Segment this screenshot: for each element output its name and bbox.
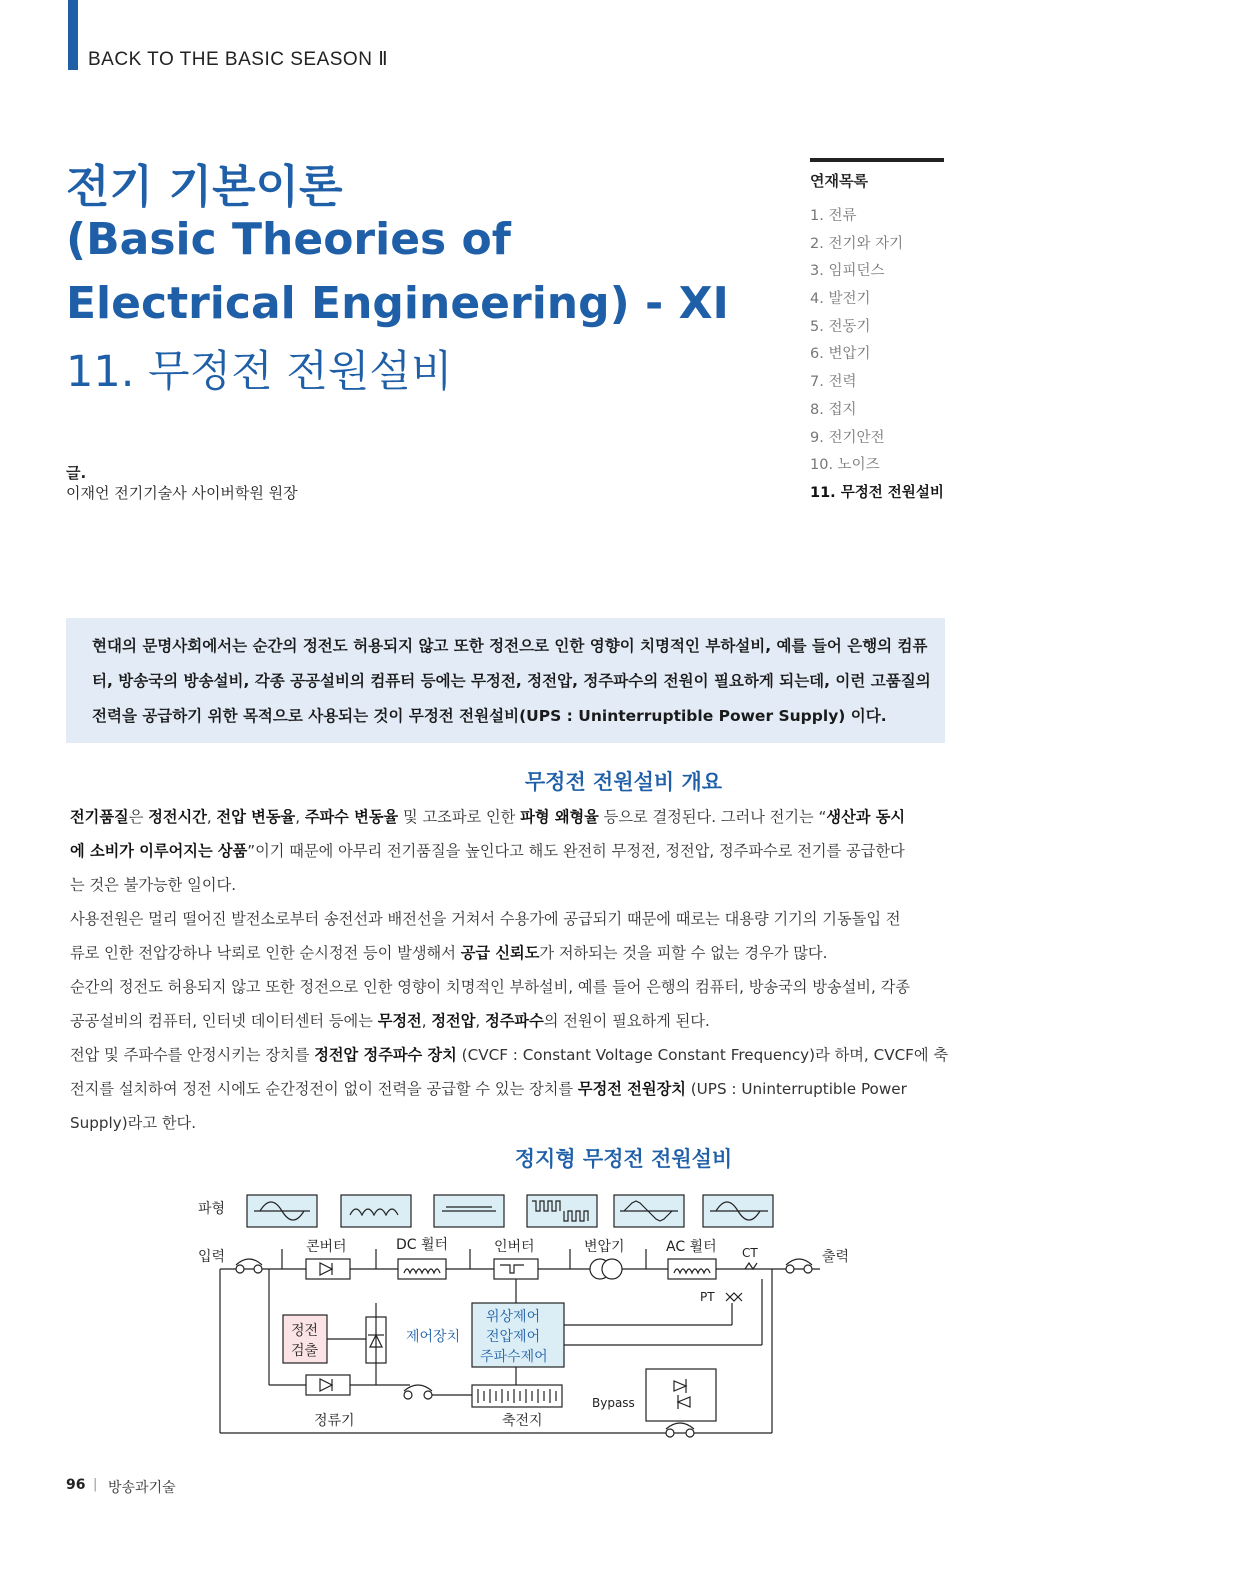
summary-box [66,618,945,743]
body-text-line: 사용전원은 멀리 떨어진 발전소로부터 송전선과 배전선을 거쳐서 수용가에 공급되기 때문에 때로는 대용량 기기의 기동돌입 전 [70,910,901,928]
label-input: 입력 [198,1249,226,1265]
page-number: 96 [66,1477,86,1493]
label-battery: 축전지 [502,1413,543,1429]
body-text-line: 전지를 설치하여 정전 시에도 순간정전이 없이 전력을 공급할 수 있는 장치를 무정전 전원장치 (UPS : Uninterruptible Power [70,1080,907,1098]
toc-item[interactable]: 4. 발전기 [810,291,871,308]
article-subtitle: 11. 무정전 전원설비 [66,347,453,397]
ups-block-diagram [180,1185,870,1445]
label-dc-filter: DC 휠터 [396,1237,449,1253]
toc-item[interactable]: 5. 전동기 [810,318,871,335]
toc-item[interactable]: 7. 전력 [810,374,857,391]
article-title-english-line2: Electrical Engineering) - XI [66,278,729,329]
label-pt: PT [700,1290,715,1304]
section-heading-overview: 무정전 전원설비 개요 [524,770,723,794]
toc-item[interactable]: 6. 변압기 [810,346,871,363]
toc-item[interactable]: 10. 노이즈 [810,457,880,474]
article-title-english-line1: (Basic Theories of [66,214,511,265]
label-bypass: Bypass [592,1396,635,1410]
label-voltage-control: 전압제어 [486,1329,541,1345]
series-toc [810,158,944,508]
label-converter: 콘버터 [306,1239,347,1255]
label-control-unit: 제어장치 [406,1329,461,1345]
label-output: 출력 [822,1249,850,1265]
magazine-name: 방송과기술 [108,1480,176,1496]
label-phase-control: 위상제어 [486,1309,541,1325]
toc-item[interactable]: 3. 임피던스 [810,263,885,280]
body-text-line: 전압 및 주파수를 안정시키는 장치를 정전압 정주파수 장치 (CVCF : Constant Voltage Constant Frequency)라 하며, CVCF에 축 [70,1046,949,1064]
toc-rule [810,158,944,162]
body-text-line: Supply)라고 한다. [70,1114,197,1132]
footer-separator: | [93,1477,98,1492]
label-detect-top: 정전 [291,1323,319,1339]
author-name: 이재언 전기기술사 사이버학원 원장 [66,484,298,502]
label-rectifier: 정류기 [314,1413,355,1429]
label-frequency-control: 주파수제어 [480,1349,548,1365]
label-ac-filter: AC 휠터 [666,1239,717,1255]
header-accent-bar [68,0,78,70]
body-text-line: 는 것은 불가능한 일이다. [70,876,237,894]
label-transformer: 변압기 [584,1239,625,1255]
body-text-line: 공공설비의 컴퓨터, 인터넷 데이터센터 등에는 무정전, 정전압, 정주파수의 전원이 필요하게 된다. [70,1012,710,1030]
label-waveform: 파형 [198,1201,226,1217]
toc-item-current[interactable]: 11. 무정전 전원설비 [810,484,944,501]
toc-item[interactable]: 1. 전류 [810,208,857,224]
toc-item[interactable]: 9. 전기안전 [810,429,885,446]
section-heading-static-ups: 정지형 무정전 전원설비 [514,1147,733,1171]
body-text-line: 전기품질은 정전시간, 전압 변동율, 주파수 변동율 및 고조파로 인한 파형 왜형율 등으로 결정된다. 그러나 전기는 “생산과 동시 [70,808,906,826]
toc-title: 연재목록 [810,172,868,190]
article-title-korean: 전기 기본이론 [66,160,343,213]
summary-line: 전력을 공급하기 위한 목적으로 사용되는 것이 무정전 전원설비(UPS : Uninterruptible Power Supply) 이다. [92,707,887,725]
summary-line: 터, 방송국의 방송설비, 각종 공공설비의 컴퓨터 등에는 무정전, 정전압, 정주파수의 전원이 필요하게 되는데, 이런 고품질의 [92,672,931,690]
author-label: 글. [66,464,87,482]
label-inverter: 인버터 [494,1239,535,1255]
series-label: BACK TO THE BASIC SEASON Ⅱ [88,49,389,70]
summary-line: 현대의 문명사회에서는 순간의 정전도 허용되지 않고 또한 정전으로 인한 영향이 치명적인 부하설비, 예를 들어 은행의 컴퓨 [92,637,928,655]
label-detect-bottom: 검출 [291,1343,319,1359]
body-text-line: 에 소비가 이루어지는 상품”이기 때문에 아무리 전기품질을 높인다고 해도 완전히 무정전, 정전압, 정주파수로 전기를 공급한다 [70,842,905,860]
body-text-line: 순간의 정전도 허용되지 않고 또한 정전으로 인한 영향이 치명적인 부하설비, 예를 들어 은행의 컴퓨터, 방송국의 방송설비, 각종 [70,978,910,996]
toc-item[interactable]: 2. 전기와 자기 [810,235,904,252]
label-ct: CT [742,1246,758,1260]
toc-item[interactable]: 8. 접지 [810,401,857,418]
body-text-line: 류로 인한 전압강하나 낙뢰로 인한 순시정전 등이 발생해서 공급 신뢰도가 저하되는 것을 피할 수 없는 경우가 많다. [70,944,828,962]
